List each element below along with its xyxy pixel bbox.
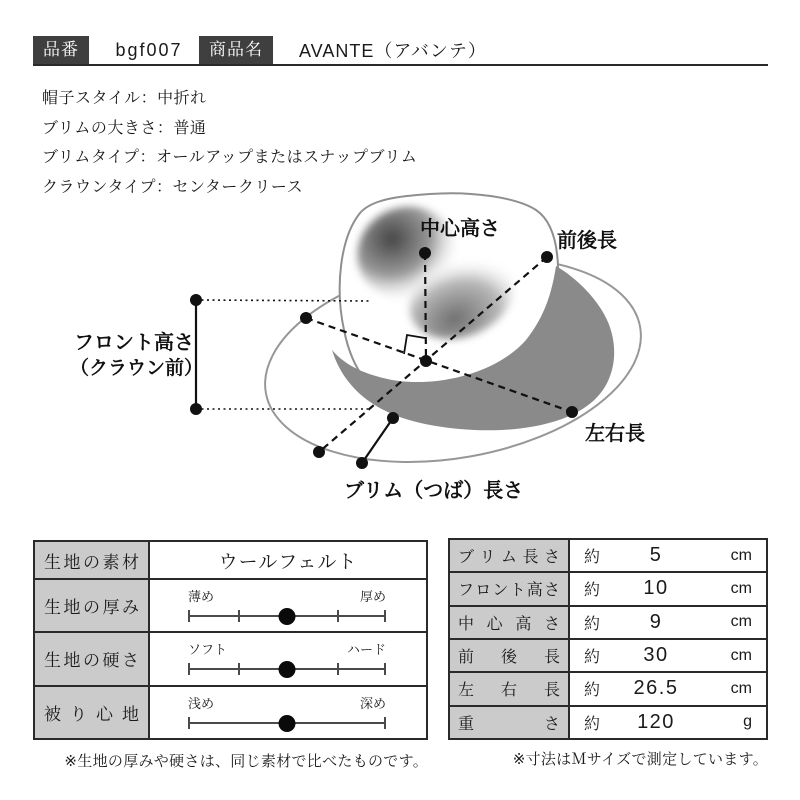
size-label: 前 後 長 xyxy=(450,640,570,671)
size-unit: cm xyxy=(730,646,752,664)
size-footnote: ※寸法はＭサイズで測定しています。 xyxy=(512,751,768,768)
scale-min-label: 浅め xyxy=(188,695,215,711)
scale-indicator-dot xyxy=(279,661,296,678)
approx-mark: 約 xyxy=(584,649,601,667)
dot-left-side xyxy=(300,312,312,324)
item-number-value: bgf007 xyxy=(115,39,183,60)
fabric-stiffness-row xyxy=(35,631,426,684)
label-left-right-length: 左右長 xyxy=(585,423,645,445)
fabric-thickness-label: 生 地 の 厚 み xyxy=(35,580,150,631)
fabric-material-row xyxy=(35,542,426,578)
scale-max-label: 深め xyxy=(359,695,386,711)
product-name-badge: 商品名 xyxy=(199,36,273,64)
scale-min-label: 薄め xyxy=(188,589,215,605)
dot-brim-length-outer xyxy=(356,457,368,469)
size-row-front-back xyxy=(450,638,766,671)
size-row-brim xyxy=(450,540,766,571)
fabric-spec-table xyxy=(33,540,428,740)
fabric-thickness-scale xyxy=(150,580,426,631)
dot-ruler-bottom xyxy=(190,403,202,415)
scale-indicator-dot xyxy=(279,715,296,732)
label-center-height: 中心高さ xyxy=(420,218,500,240)
spec-line-hat-style: 帽子スタイル：中折れ xyxy=(42,90,207,107)
dot-center-height-top xyxy=(419,247,431,259)
label-brim-length: ブリム（つば）長さ xyxy=(344,480,524,502)
label-front-back-length: 前後長 xyxy=(557,230,617,252)
wearing-fit-row xyxy=(35,685,426,738)
dot-crown-center xyxy=(420,355,432,367)
size-label: フ ロ ン ト 高 さ xyxy=(450,573,570,604)
size-value: 5 xyxy=(649,544,663,567)
scale-min-label: ソフト xyxy=(188,642,228,658)
fabric-stiffness-label: 生 地 の 硬 さ xyxy=(35,633,150,684)
product-name-value: AVANTE（アバンテ） xyxy=(299,41,487,61)
approx-mark: 約 xyxy=(584,715,601,733)
approx-mark: 約 xyxy=(584,582,601,600)
dot-brim-front xyxy=(313,446,325,458)
spec-line-crown-type: クラウンタイプ：センタークリース xyxy=(42,178,304,196)
size-value: 9 xyxy=(649,610,663,633)
dot-brim-length-inner xyxy=(387,412,399,424)
scale-indicator-dot xyxy=(279,608,296,625)
size-value: 30 xyxy=(643,644,669,667)
size-unit: cm xyxy=(730,546,752,564)
size-label: ブ リ ム 長 さ xyxy=(450,540,570,571)
dot-left-right xyxy=(566,406,578,418)
wearing-fit-label: 被 り 心 地 xyxy=(35,687,150,738)
size-row-front-height xyxy=(450,571,766,604)
spec-line-brim-size: ブリムの大きさ：普通 xyxy=(42,119,207,137)
fabric-stiffness-scale xyxy=(150,633,426,684)
approx-mark: 約 xyxy=(584,682,601,700)
size-value: 26.5 xyxy=(633,677,679,700)
size-label: 左 右 長 xyxy=(450,673,570,704)
size-unit: cm xyxy=(730,679,752,697)
dot-front-back xyxy=(541,251,553,263)
size-unit: g xyxy=(743,713,752,731)
size-value: 10 xyxy=(643,577,669,600)
size-value: 120 xyxy=(637,710,675,733)
fabric-thickness-row xyxy=(35,578,426,631)
wearing-fit-scale xyxy=(150,687,426,738)
fabric-footnote: ※生地の厚みや硬さは、同じ素材で比べたものです。 xyxy=(64,753,428,770)
size-row-left-right xyxy=(450,671,766,704)
scale-track xyxy=(188,661,386,678)
spec-line-brim-type: ブリムタイプ：オールアップまたはスナップブリム xyxy=(42,149,418,166)
scale-max-label: ハード xyxy=(346,642,386,658)
label-front-height-line2: （クラウン前） xyxy=(70,358,204,379)
fabric-material-value: ウールフェルト xyxy=(218,551,358,573)
size-row-weight xyxy=(450,705,766,738)
size-unit: cm xyxy=(730,579,752,597)
scale-track xyxy=(188,715,386,732)
scale-max-label: 厚め xyxy=(359,589,386,605)
approx-mark: 約 xyxy=(584,615,601,633)
fabric-material-label: 生 地 の 素 材 xyxy=(35,542,150,578)
size-label: 中 心 高 さ xyxy=(450,607,570,638)
scale-track xyxy=(188,608,386,625)
size-label: 重 さ xyxy=(450,707,570,738)
size-spec-table xyxy=(448,538,768,740)
approx-mark: 約 xyxy=(584,549,601,567)
item-number-badge: 品番 xyxy=(33,36,89,64)
label-front-height-line1: フロント高さ xyxy=(74,332,194,354)
size-unit: cm xyxy=(730,613,752,631)
size-row-center-height xyxy=(450,605,766,638)
dot-ruler-top xyxy=(190,294,202,306)
